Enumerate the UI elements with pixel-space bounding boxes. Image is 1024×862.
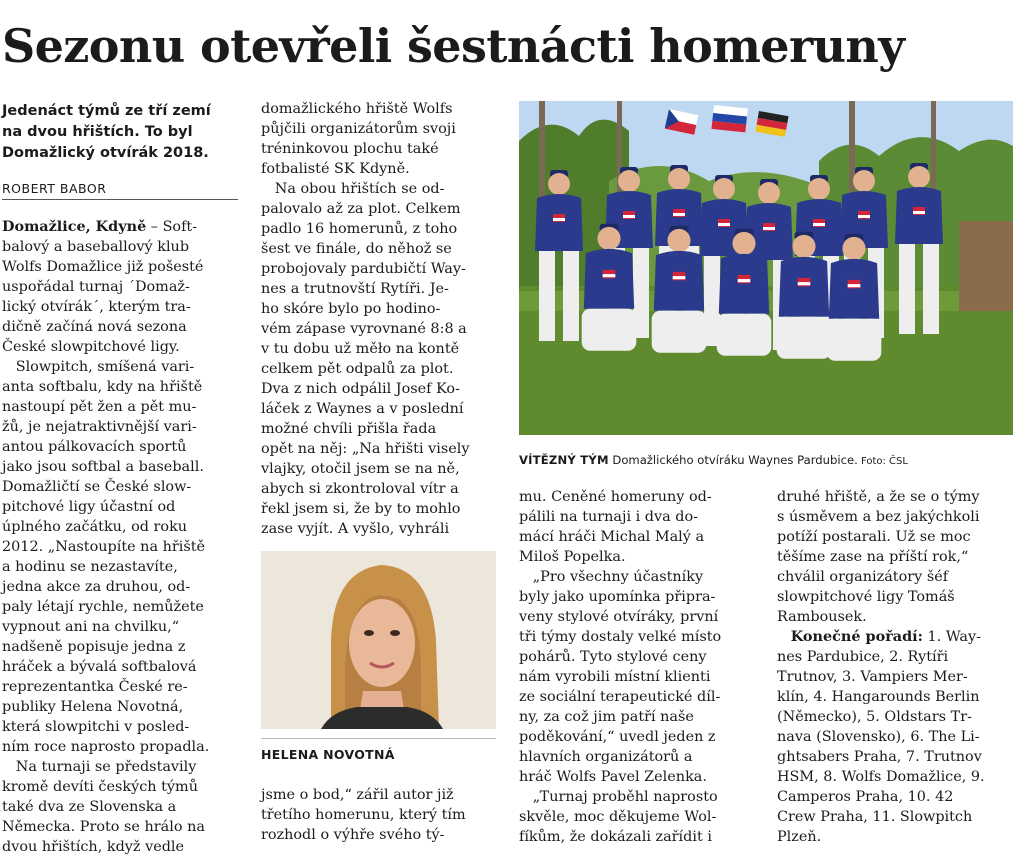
column-line: palovalo až za plot. Celkem (261, 201, 461, 217)
column-line: ním roce naprosto propadla. (2, 739, 210, 755)
column-line: Rambousek. (777, 609, 867, 625)
column-line: pohárů. Tyto stylové ceny (519, 649, 707, 665)
column-line: láček z Waynes a v poslední (261, 401, 464, 417)
column-line: úplného začátku, od roku (2, 519, 188, 535)
byline: ROBERT BABOR (2, 181, 238, 200)
column-line: byly jako upomínka připra- (519, 589, 716, 605)
article-column-1 (2, 217, 240, 857)
column-line: půjčili organizátorům svoji (261, 121, 456, 137)
portrait-photo (261, 551, 496, 729)
column-line: antou pálkovacích sportů (2, 439, 187, 455)
column-line: a hodinu se nezastavíte, (2, 559, 178, 575)
dateline: Domažlice, Kdyně (2, 218, 147, 235)
column-line: (Německo), 5. Oldstars Tr- (777, 709, 972, 725)
column-line: opět na něj: „Na hřišti visely (261, 441, 470, 457)
column-line: třetího homerunu, který tím (261, 807, 466, 823)
column-line: možné chvíli přišla řada (261, 421, 437, 437)
column-line: uspořádal turnaj ´Domaž- (2, 279, 190, 295)
column-line: také dva ze Slovenska a (2, 799, 177, 815)
column-line: „Turnaj proběhl naprosto (519, 789, 718, 805)
article-column-3 (519, 487, 751, 847)
results-first-rest: 1. Way- (922, 629, 981, 645)
column-line: Slowpitch, smíšená vari- (2, 359, 195, 375)
column-line: Miloš Popelka. (519, 549, 626, 565)
column-line: v tu dobu už měło na kontě (261, 341, 460, 357)
column-line: šest ve finále, do něhož se (261, 241, 452, 257)
column-line: Německa. Proto se hrálo na (2, 819, 205, 835)
photo-credit: Foto: ČSL (857, 456, 908, 467)
column-line: s úsměvem a bez jakýchkoli (777, 509, 980, 525)
column-line: 2012. „Nastoupíte na hřiště (2, 539, 206, 555)
team-photo (519, 101, 1013, 435)
column-line: mu. Ceněné homeruny od- (519, 489, 712, 505)
column-line: potíží postarali. Už se moc (777, 529, 971, 545)
column-line: žů, je nejatraktivnější vari- (2, 419, 197, 435)
dateline-rest: – Soft- (146, 219, 198, 235)
photo-caption-text: Domažlického otvíráku Waynes Pardubice. (608, 453, 858, 467)
column-line: jako jsou softbal a baseball. (2, 459, 204, 475)
column-line: Wolfs Domažlice již pošesté (2, 259, 204, 275)
article-column-4 (777, 487, 1009, 847)
column-line: probojovaly pardubičtí Way- (261, 261, 466, 277)
column-line: jedna akce za druhou, od- (2, 579, 191, 595)
column-line: ny, za což jim patří naše (519, 709, 694, 725)
column-line: paly létají rychle, nemůžete (2, 599, 204, 615)
column-line: Na obou hřištích se od- (261, 181, 445, 197)
column-line: tréninkovou plochu také (261, 141, 439, 157)
results-label: Konečné pořadí: (790, 628, 923, 645)
photo-caption-head: VÍTĚZNÝ TÝM (519, 453, 609, 467)
lead-line: na dvou hřištích. To byl (2, 124, 193, 140)
column-line: dvou hřištích, když vedle (2, 839, 185, 855)
column-line: řekl jsem si, že by to mohlo (261, 501, 461, 517)
column-line: lický otvírák´, kterým tra- (2, 299, 191, 315)
column-line: nes Pardubice, 2. Rytíři (777, 649, 949, 665)
column-line (2, 217, 240, 237)
column-line: HSM, 8. Wolfs Domažlice, 9. (777, 769, 985, 785)
column-line: pitchové ligy účastní od (2, 499, 176, 515)
article-column-2 (261, 99, 493, 539)
column-line: abych si zkontroloval vítr a (261, 481, 459, 497)
column-line: chválil organizátory šéf (777, 569, 949, 585)
column-line: kromě devíti českých týmů (2, 779, 198, 795)
column-line: poděkování,“ uvedl jeden z (519, 729, 716, 745)
column-line: reprezentantka České re- (2, 679, 188, 695)
column-line: nastoupí pět žen a pět mu- (2, 399, 197, 415)
lead-line: Domažlický otvírák 2018. (2, 145, 209, 161)
photo-caption (519, 453, 1019, 467)
column-line: která slowpitchi v posled- (2, 719, 190, 735)
article-column-2-continued (261, 785, 493, 845)
column-line: publiky Helena Novotná, (2, 699, 184, 715)
column-line: Crew Praha, 11. Slowpitch (777, 809, 973, 825)
column-line: Trutnov, 3. Vampiers Mer- (777, 669, 968, 685)
caption-divider (261, 738, 496, 739)
column-line: domažlického hřiště Wolfs (261, 101, 453, 117)
column-line: Domažličtí se České slow- (2, 479, 192, 495)
column-line: České slowpitchové ligy. (2, 339, 180, 355)
column-line: veny stylové otvíráky, první (519, 609, 719, 625)
column-line: pálili na turnaji i dva do- (519, 509, 699, 525)
column-line: Na turnaji se představily (2, 759, 197, 775)
column-line: dičně začíná nová sezona (2, 319, 187, 335)
column-line: ghtsabers Praha, 7. Trutnov (777, 749, 982, 765)
column-line: zase vyjít. A vyšlo, vyhráli (261, 521, 450, 537)
column-line: fíkům, že dokázali zařídit i (519, 829, 712, 845)
column-line: balový a baseballový klub (2, 239, 190, 255)
column-line: nava (Slovensko), 6. The Li- (777, 729, 980, 745)
column-line: vlajky, otočil jsem se na ně, (261, 461, 460, 477)
column-line: padlo 16 homerunů, z toho (261, 221, 458, 237)
lead-line: Jedenáct týmů ze tří zemí (2, 103, 211, 119)
column-line: rozhodl o výhře svého tý- (261, 827, 445, 843)
column-line (777, 627, 1009, 647)
column-line: ze sociální terapeutické díl- (519, 689, 721, 705)
column-line: hráč Wolfs Pavel Zelenka. (519, 769, 707, 785)
portrait-caption: HELENA NOVOTNÁ (261, 747, 395, 762)
column-line: nám vyrobili místní klienti (519, 669, 711, 685)
column-line: nes a trutnovští Rytíři. Je- (261, 281, 449, 297)
lead-paragraph (2, 101, 238, 164)
column-line: ho skóre bylo po hodino- (261, 301, 441, 317)
headline: Sezonu otevřeli šestnácti homeruny (2, 19, 905, 73)
column-line: fotbalisté SK Kdyně. (261, 161, 410, 177)
column-line: druhé hřiště, a že se o týmy (777, 489, 980, 505)
column-line: klín, 4. Hangarounds Berlin (777, 689, 980, 705)
column-line: Plzeň. (777, 829, 822, 845)
column-line: Camperos Praha, 10. 42 (777, 789, 954, 805)
column-line: hráček a bývalá softbalová (2, 659, 197, 675)
column-line: tři týmy dostaly velké místo (519, 629, 722, 645)
column-line: celkem pět odpalů za plot. (261, 361, 454, 377)
column-line: vypnout ani na chvilku,“ (2, 619, 180, 635)
column-line: vém zápase vyrovnané 8:8 a (261, 321, 467, 337)
column-line: mácí hráči Michal Malý a (519, 529, 705, 545)
column-line: skvěle, moc děkujeme Wol- (519, 809, 717, 825)
column-line: slowpitchové ligy Tomáš (777, 589, 955, 605)
column-line: „Pro všechny účastníky (519, 569, 704, 585)
column-line: těšíme zase na příští rok,“ (777, 549, 969, 565)
column-line: Dva z nich odpálil Josef Ko- (261, 381, 460, 397)
column-line: hlavních organizátorů a (519, 749, 693, 765)
column-line: nadšeně popisuje jedna z (2, 639, 186, 655)
column-line: jsme o bod,“ zářil autor již (261, 787, 454, 803)
column-line: anta softbalu, kdy na hřiště (2, 379, 203, 395)
